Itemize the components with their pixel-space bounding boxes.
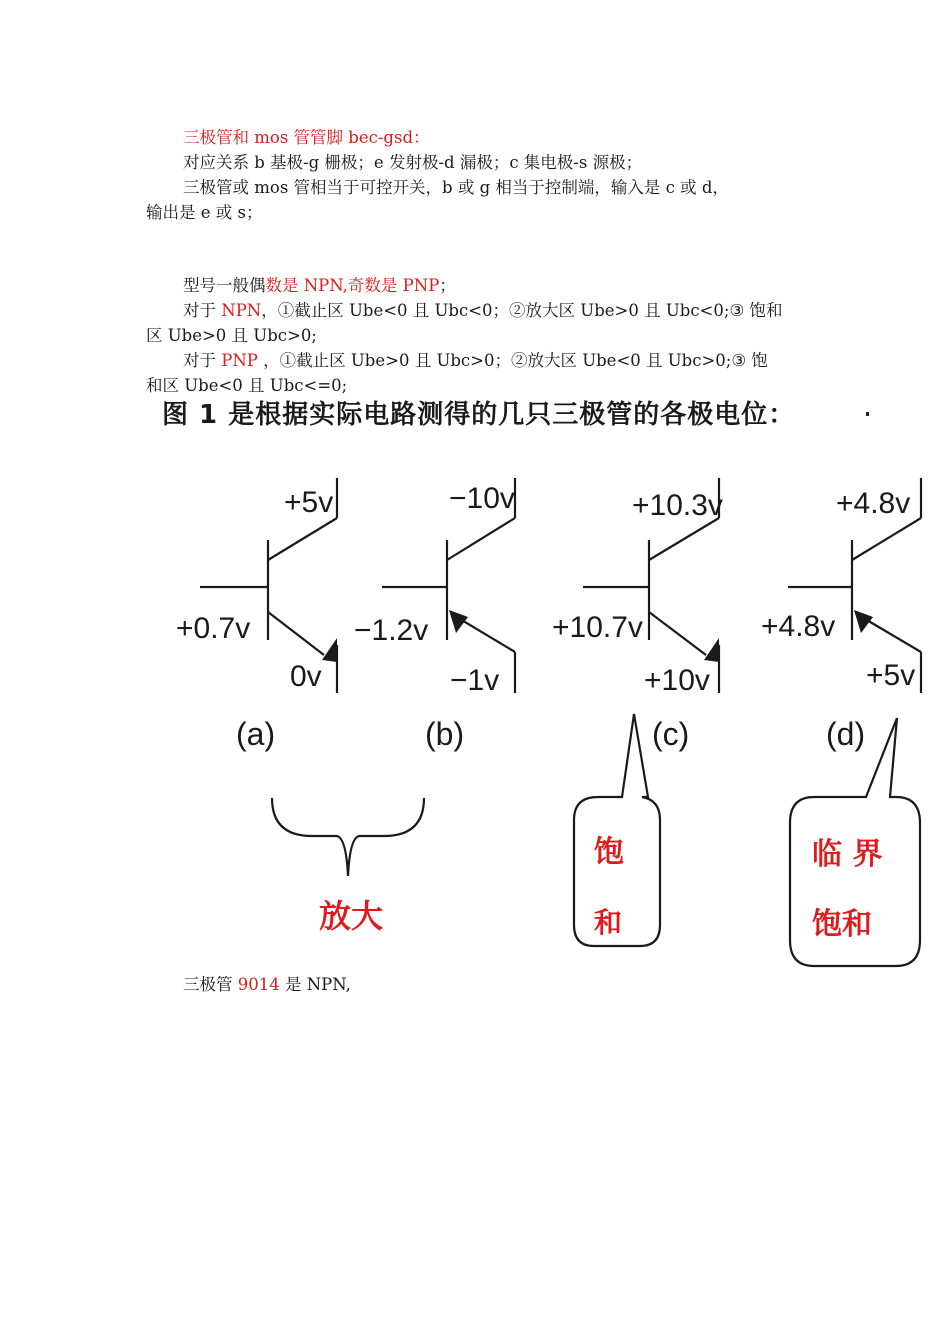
label-c-sub: (c) <box>652 716 690 752</box>
pnp-regions-line-cont: 和区 Ube<0 且 Ubc<=0; <box>146 376 348 395</box>
label-a-collector: +5v <box>284 486 334 519</box>
label-d-sub: (d) <box>826 716 866 752</box>
amplify-label: 放大 <box>319 897 384 935</box>
emitter-arrow-a <box>322 638 337 662</box>
label-d-base: +4.8v <box>761 610 836 643</box>
saturation-label-2: 和 <box>594 906 623 939</box>
pnp-regions: ，①截止区 Ube>0 且 Ubc>0；②放大区 Ube<0 且 Ubc>0;③ 饱 <box>257 351 768 370</box>
label-b-emitter: −1v <box>450 664 500 697</box>
label-a-sub: (a) <box>236 716 276 752</box>
npn-prefix: 对于 <box>183 301 222 320</box>
pin-mapping-heading: 三极管和 mos 管管脚 bec-gsd： <box>183 128 430 147</box>
saturation-label-1: 饱 <box>594 835 624 870</box>
label-d-emitter: +5v <box>866 659 916 692</box>
parity-odd-pnp: 奇数是 PNP <box>347 276 440 295</box>
critical-label-2: 饱和 <box>812 907 872 942</box>
parity-comma: , <box>342 276 348 295</box>
pin-correspondence-line: 对应关系 b 基极-g 栅极；e 发射极-d 漏极；c 集电极-s 源极； <box>183 153 643 172</box>
label-b-collector: −10v <box>449 482 515 515</box>
model-9014-line <box>183 973 351 997</box>
model-type: 是 NPN, <box>279 975 351 994</box>
label-b-sub: (b) <box>425 716 465 752</box>
npn-regions: ，①截止区 Ube<0 且 Ubc<0；②放大区 Ube>0 且 Ubc<0;③ 饱和 <box>261 301 783 320</box>
npn-label: NPN <box>221 301 262 320</box>
label-a-base: +0.7v <box>176 612 251 645</box>
label-b-base: −1.2v <box>354 614 429 647</box>
label-c-base: +10.7v <box>552 611 643 644</box>
pnp-prefix: 对于 <box>183 351 222 370</box>
parity-even-npn: 数是 NPN <box>265 276 343 295</box>
brace-amplify <box>272 798 424 876</box>
figure-title: 图 1 是根据实际电路测得的几只三极管的各极电位： <box>162 400 796 430</box>
switch-analogy-line: 三极管或 mos 管相当于可控开关，b 或 g 相当于控制端，输入是 c 或 d， <box>183 178 729 197</box>
parity-end: ； <box>439 276 456 295</box>
npn-regions-line-cont: 区 Ube>0 且 Ubc>0; <box>146 326 317 345</box>
label-c-collector: +10.3v <box>632 489 723 522</box>
model-prefix: 三极管 <box>183 975 238 994</box>
label-d-collector: +4.8v <box>836 487 911 520</box>
emitter-arrow-c <box>704 638 719 662</box>
switch-analogy-line-cont: 输出是 e 或 s； <box>146 203 263 222</box>
model-number: 9014 <box>237 975 280 994</box>
label-c-emitter: +10v <box>644 664 710 697</box>
critical-label-1: 临 界 <box>812 837 883 872</box>
pnp-label: PNP <box>221 351 258 370</box>
parity-prefix: 型号一般偶 <box>183 276 266 295</box>
label-a-emitter: 0v <box>290 660 322 693</box>
